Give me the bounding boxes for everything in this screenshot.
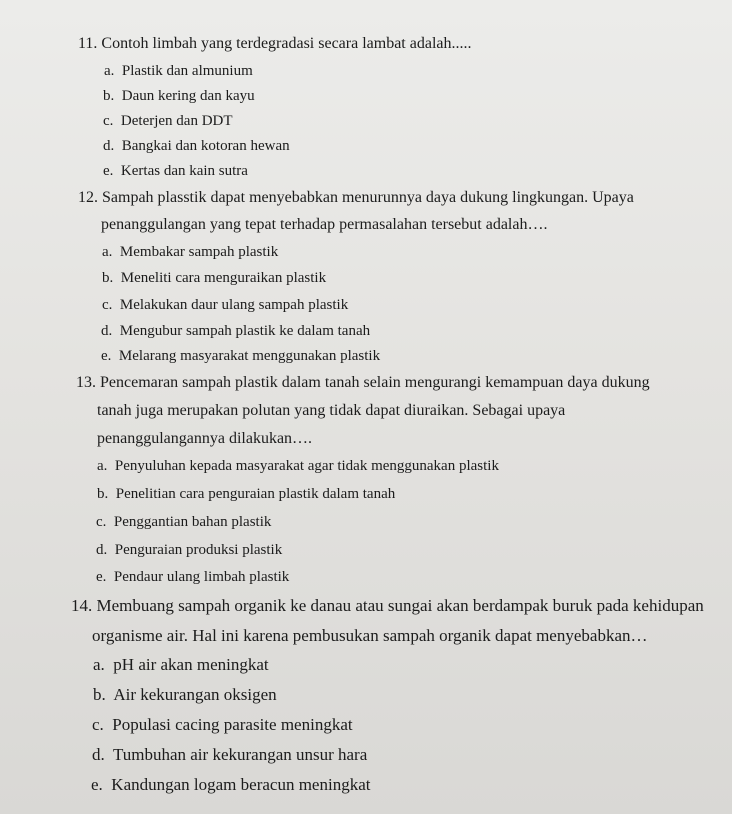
option-a: a. Membakar sampah plastik	[102, 244, 279, 260]
question-stem-line: 12. Sampah plasstik dapat menyebabkan menurunnya daya dukung lingkungan. Upaya	[78, 189, 634, 206]
option-e: e. Kandungan logam beracun meningkat	[91, 775, 371, 794]
question-stem-line: organisme air. Hal ini karena pembusukan sampah organik dapat menyebabkan…	[92, 626, 648, 645]
option-c: c. Penggantian bahan plastik	[96, 514, 272, 530]
option-d: d. Penguraian produksi plastik	[96, 542, 283, 558]
option-b: b. Penelitian cara penguraian plastik dalam tanah	[97, 486, 396, 502]
option-c: c. Deterjen dan DDT	[103, 113, 233, 129]
option-d: d. Tumbuhan air kekurangan unsur hara	[92, 745, 368, 764]
option-a: a. Plastik dan almunium	[104, 63, 253, 79]
option-a: a. pH air akan meningkat	[93, 655, 269, 674]
question-stem-line: penanggulangan yang tepat terhadap permasalahan tersebut adalah….	[101, 216, 548, 233]
question-stem-line: 13. Pencemaran sampah plastik dalam tanah selain mengurangi kemampuan daya dukung	[76, 374, 650, 391]
option-d: d. Mengubur sampah plastik ke dalam tanah	[101, 323, 371, 339]
option-c: c. Melakukan daur ulang sampah plastik	[102, 297, 349, 313]
option-b: b. Air kekurangan oksigen	[93, 685, 277, 704]
option-c: c. Populasi cacing parasite meningkat	[92, 715, 353, 734]
option-e: e. Pendaur ulang limbah plastik	[96, 569, 290, 585]
question-stem-line: 14. Membuang sampah organik ke danau atau sungai akan berdampak buruk pada kehidupan	[71, 596, 704, 615]
option-d: d. Bangkai dan kotoran hewan	[103, 138, 290, 154]
question-stem-line: tanah juga merupakan polutan yang tidak dapat diuraikan. Sebagai upaya	[97, 402, 566, 419]
option-e: e. Melarang masyarakat menggunakan plastik	[101, 348, 381, 364]
question-stem-line: penanggulangannya dilakukan….	[97, 430, 313, 447]
question-stem-line: 11. Contoh limbah yang terdegradasi secara lambat adalah.....	[78, 35, 472, 52]
option-a: a. Penyuluhan kepada masyarakat agar tidak menggunakan plastik	[97, 458, 499, 474]
option-b: b. Daun kering dan kayu	[103, 88, 255, 104]
option-e: e. Kertas dan kain sutra	[103, 163, 248, 179]
option-b: b. Meneliti cara menguraikan plastik	[102, 270, 327, 286]
